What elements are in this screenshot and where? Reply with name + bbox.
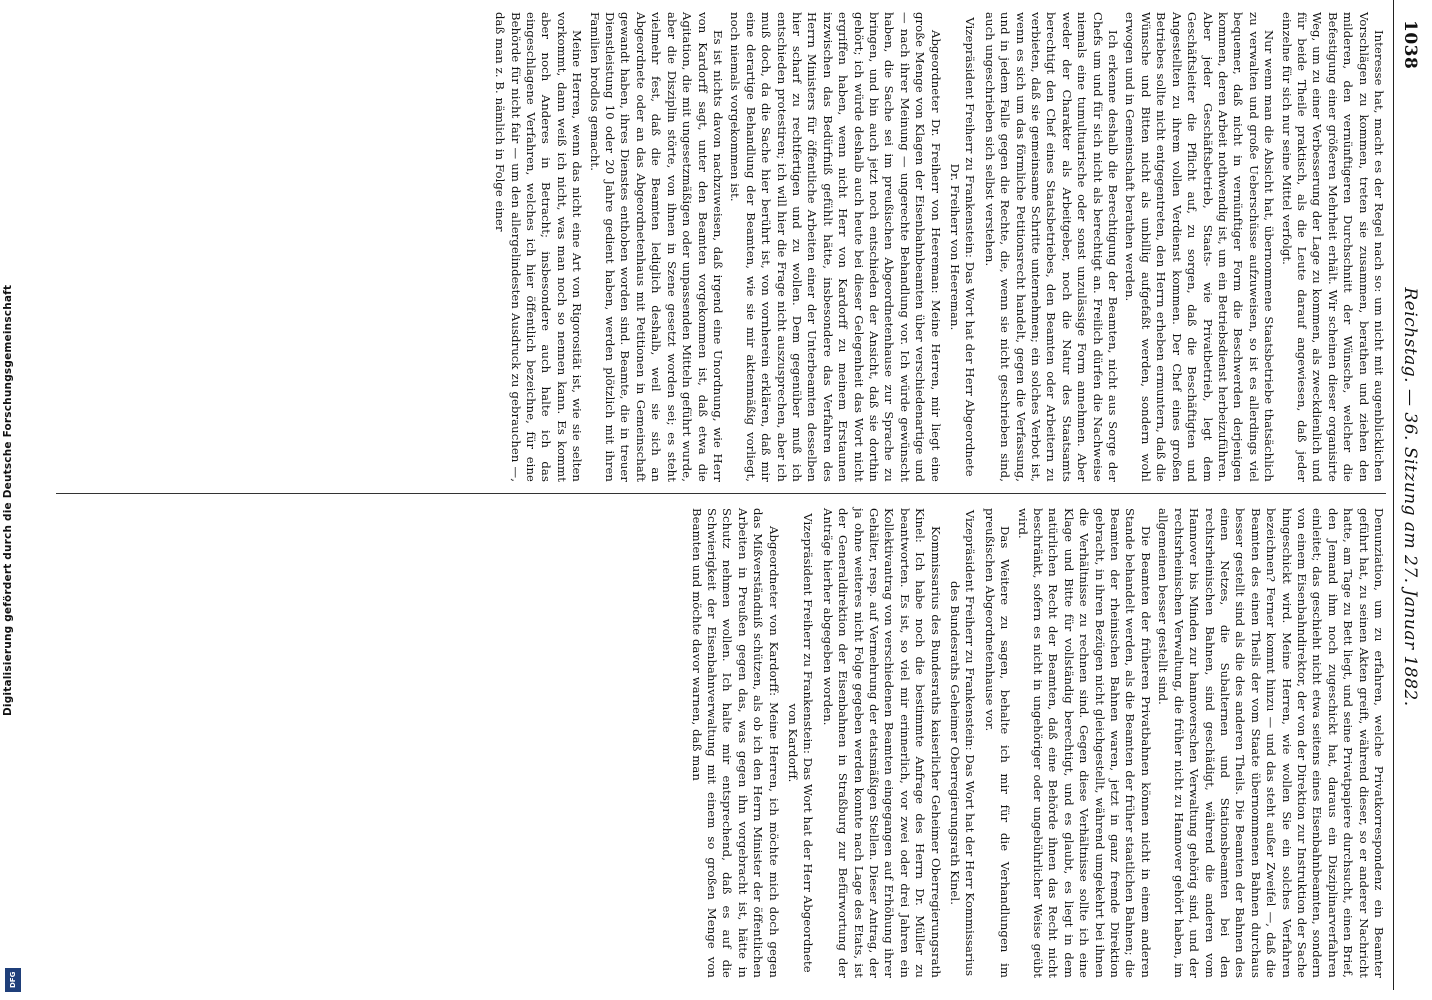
credit-text: Digitalisierung gefördert durch die Deutsche Forschungsgemeinschaft	[2, 284, 14, 716]
paragraph: Es ist nichts davon nachzuweisen, daß irgend eine Unordnung, wie Herr von Kardorff sagt, unter den Beamten vorgekommen ist, daß etwa die Agitation, die mit ungesetzmäßigen oder unpassenden Mitteln geführt wurde, aber die Disziplin störte, von ihnen in Szene gesetzt worden sei; es steht vielmehr fest, daß die Beamten lediglich deshalb, weil sie sich an Abgeordnete oder an das Abgeordnetenhaus mit Petitionen in Gemeinschaft gewandt haben, ihres Dienstes enthoben worden sind. Beamte, die in treuer Dienstleistung 10 oder 20 Jahre gedient haben, werden plötzlich mit ihren Familien brodlos gemacht.	[587, 12, 725, 482]
paragraph: Meine Herren, wenn das nicht eine Art von Rigorosität ist, wie sie selten vorkommt, dann weiß ich nicht, was man noch so nennen kann. Es kommt aber noch Anderes in Betracht; insbesondere auch halte ich das eingeschlagene Verfahren, welches ich hier öffentlich bezeichne, für eine Behörde für nicht fair — um den allergelindesten Ausdruck zu gebrauchen —, daß man z. B. nämlich in Folge einer	[493, 12, 585, 482]
speaker-announcement: Vizepräsident Freiherr zu Frankenstein: Das Wort hat der Herr Abgeordnete Dr. Freiherr von Heereman.	[948, 17, 978, 477]
paragraph: Ich erkenne deshalb die Berechtigung der Beamten, nicht aus Sorge der Chefs um und für sich nicht als berechtigt an. Freilich dürfen die Nachweise niemals eine tumultuarische oder sonst unzulässige Form annehmen. Aber weder der Charakter als Arbeitgeber, noch die Natur des Staatsamts berechtigt den Chef eines Staatsbetriebes, den Beamten oder Arbeitern zu verbieten, daß sie gemeinsame Schritte unternehmen; ein solches Verbot ist, wenn es sich um das förmliche Petitionsrecht handelt, gegen die Verfassung, und in jedem Falle gegen die Rechte, die, wenn sie nicht geschrieben sind, auch ungeschrieben sich selbst verstehen.	[982, 12, 1121, 482]
speaker-announcement: Vizepräsident Freiherr zu Frankenstein: Das Wort hat der Herr Abgeordnete von Kardorff.	[785, 513, 816, 973]
paragraph: Kommissarius des Bundesraths kaiserlicher Geheimer Oberregierungsrath Kinel: Ich habe noch die bestimmte Anfrage des Herrn Dr. Müller zu beantworten. Es ist, so viel mir erinnerlich, vor zwei oder drei Jahren ein Kollektivantrag von verschiedenen Beamten eingegangen auf Erhöhung ihrer Gehälter, resp. auf Vermehrung der etatsmäßigen Stellen. Dieser Antrag, der ja ohne weiteres nicht Folge gegeben werden konnte nach Lage des Etats, ist der Generaldirektion der Eisenbahnen in Straßburg zur Befürwortung der Anträge hierher abgegeben worden.	[820, 508, 943, 978]
right-column	[56, 508, 1386, 978]
header-rule	[1393, 0, 1394, 990]
scanned-page	[32, 0, 1432, 1000]
running-title: Reichstag. — 36. Sitzung am 27. Januar 1882.	[1400, 287, 1420, 707]
left-column	[56, 12, 1386, 482]
paragraph: Denunziation, um zu erfahren, welche Privatkorrespondenz ein Beamter geführt hat, zu seinen Akten greift, während dieser, so er anderer Nachricht hatte, am Tage zu Bett liegt, und seine Privatpapiere durchsucht, einen Brief, den Jemand ihm noch zugeschickt hat, daraus ein Disziplinarverfahren einleitet; das geschieht nicht etwa seitens eines Eisenbahnbeamten, sondern von einem Eisenbahndirektor, der von der Direktion zur Instruktion der Sache hingeschickt wird. Meine Herren, wie wollen Sie ein solches Verfahren bezeichnen? Ferner kommt hinzu — und das steht außer Zweifel —, daß die Beamten des einen Theils der vom Staate übernommenen Bahnen durchaus besser gestellt sind als die des anderen Theils. Die Beamten der Bahnen des einen Netzes, die Subalternen und Stationsbeamten bei den rechtsrheinischen Bahnen, sind geschädigt, während die anderen vom Hannover bis Minden zur hannoverschen Verwaltung gehörig sind, und der rechtsrheinischen Verwaltung, die früher nicht zu Hannover gehört haben, im allgemeinen besser gestellt sind.	[1156, 508, 1386, 978]
paragraph: Abgeordneter Dr. Freiherr von Heereman: Meine Herren, mir liegt eine große Menge von Klagen der Eisenbahnbeamten über verschiedenartige und — nach ihrer Meinung — ungerechte Behandlung vor. Ich würde gewünscht haben, die Sache sei im preußischen Abgeordnetenhause zur Sprache zu bringen, und bin auch jetzt noch entschieden der Ansicht, daß sie dorthin gehört; ich würde deshalb auch heute bei dieser Gelegenheit das Wort nicht ergriffen haben, wenn nicht Herr von Kardorff zu meinem Erstaunen inzwischen das Bedürfniß gefühlt hätte, insbesondere das Verfahren des Herrn Ministers für öffentliche Arbeiten einer der Unterbeamten desselben hier scharf zu rechtfertigen und zu wollen. Dem gegenüber muß ich entschieden protestiren; ich will hier die Frage nicht auszusprechen, aber ich muß doch, da die Sache hier berührt ist, von vornherein erklären, daß mir eine derartige Behandlung der Beamten, wie sie mir aktenmäßig vorliegt, noch niemals vorgekommen ist.	[728, 12, 943, 482]
paragraph: Abgeordneter von Kardorff: Meine Herren, ich möchte mich doch gegen das Mißverständniß schützen, als ob ich den Herrn Minister der öffentlichen Arbeiten in Preußen gegen das, was gegen ihn vorgebracht ist, hätte in Schutz nehmen wollen. Ich halte mir entsprechend, daß es auf die Schwierigkeit der Eisenbahnverwaltung mit einem so großen Menge von Beamten und möchte davor warnen, daß man	[689, 508, 781, 978]
page-number: 1038	[1400, 20, 1420, 70]
dfg-logo: DFG	[5, 968, 21, 992]
paragraph: Die Beamten der früheren Privatbahnen können nicht in einem anderen Stande behandelt werden, als die Beamten der früher staatlichen Bahnen; die Beamten der rheinischen Bahnen waren, jetzt in ganz fremde Direktion gebracht, in ihren Bezügen nicht gleichgestellt, während umgekehrt bei ihnen die Verhältnisse zu rechnen sind. Gegen diese Verhältnisse sollte ich eine Klage und Bitte für vollständig berechtigt, und es glaubt, es liegt in dem natürlichen Recht der Beamten, daß eine Behörde ihnen das Recht nicht beschränkt, sofern es nicht in ungehöriger oder ungebührlicher Weise geübt wird.	[1015, 508, 1153, 978]
paragraph: Nur wenn man die Absicht hat, übernommene Staatsbetriebe thatsächlich zu verwalten und große Ueberschüsse aufzuweisen, so ist es allerdings viel bequemer, daß nicht in vernünftiger Form die Beschwerden derjenigen kommen, deren Arbeit nothwendig ist, um ein Betriebsdienst herbeizuführen. Aber jeder Geschäftsbetrieb, Staats- wie Privatbetrieb, legt dem Geschäftsleiter die Pflicht auf, zu sorgen, daß die Beschäftigten und Angestellten zu ihrem vollen Verdienst kommen. Der Chef eines großen Betriebes sollte nicht entgegentreten, den Herrn erheben ermuntern, daß die Wünsche und Bitten nicht als unbillig aufgefaßt werden, sondern wohl erwogen und in Gemeinschaft berathen werden.	[1123, 12, 1277, 482]
column-divider	[56, 493, 1386, 494]
paragraph: Das Weitere zu sagen, behalte ich mir für die Verhandlungen im preußischen Abgeordnetenhause vor.	[982, 508, 1013, 978]
page-header	[1396, 12, 1424, 982]
digitization-credit	[2, 0, 28, 1000]
speaker-announcement: Vizepräsident Freiherr zu Frankenstein: Das Wort hat der Herr Kommissarius des Bundesraths Geheimer Oberregierungsrath Kinel.	[948, 509, 978, 977]
paragraph: Interesse hat, macht es der Regel nach so: um nicht mit augenblicklichen Vorschlägen zu kommen, treten sie zusammen, berathen und ziehen den milderen, den vernünftigeren Durchschnitt der Wünsche, welcher die Befestigung einer größeren Mehrheit erhält. Wir scheinen dieser organisirte Weg, um zu einer Verbesserung der Lage zu kommen, als zweckdienlich und für beide Theile praktisch, als die Leute darauf angewiesen, daß jeder einzelne für sich nur seine Mittel verfolgt.	[1279, 12, 1386, 482]
